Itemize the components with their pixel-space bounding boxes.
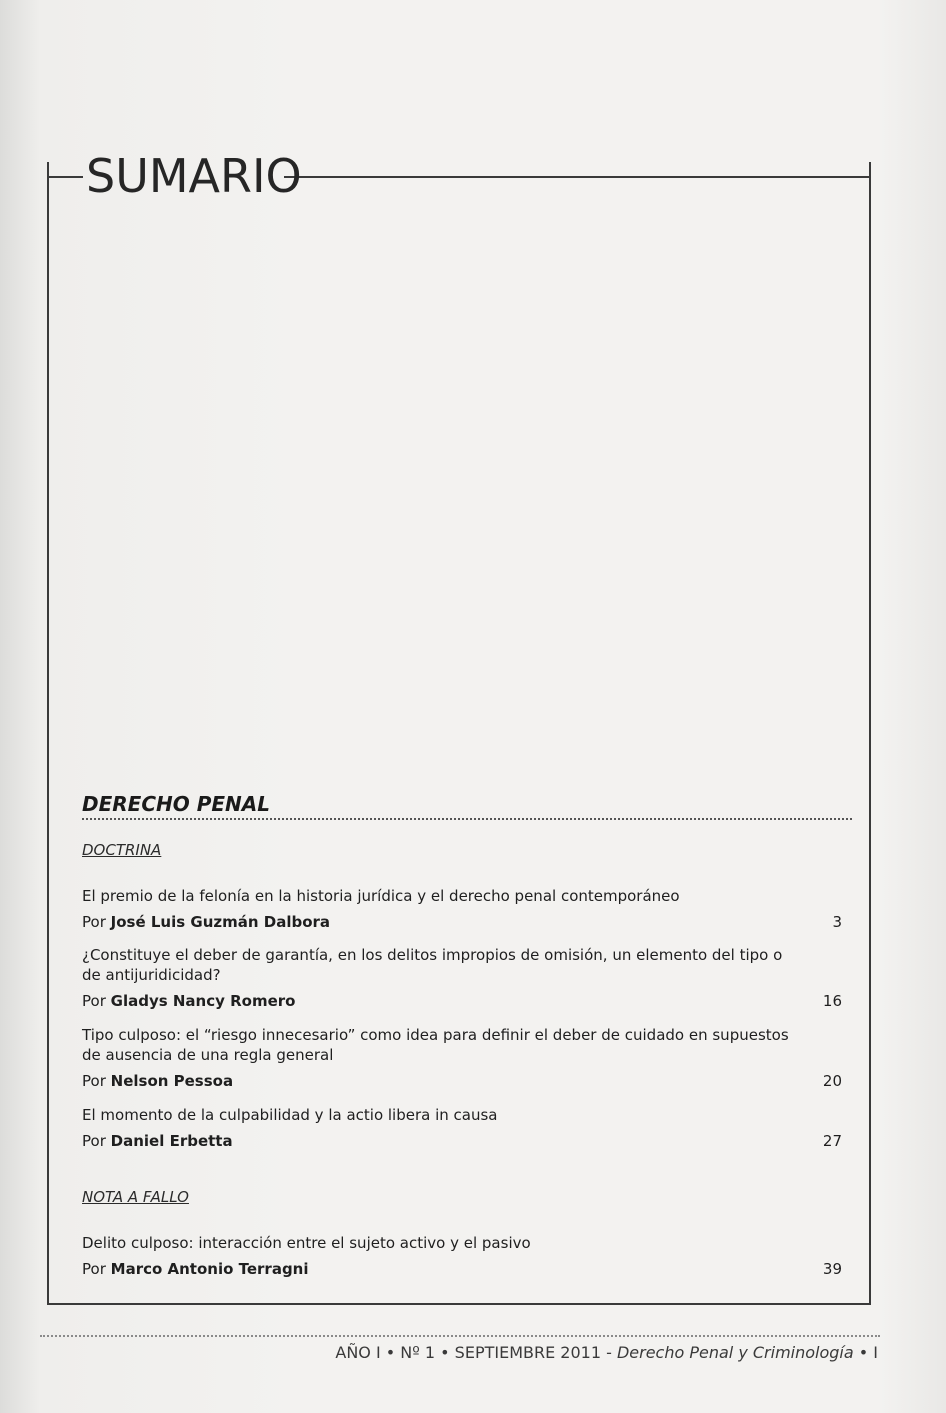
toc-entry[interactable] bbox=[82, 886, 842, 934]
entry-title: El premio de la felonía en la historia jurídica y el derecho penal contemporáneo bbox=[82, 887, 680, 905]
page-number: 16 bbox=[822, 992, 842, 1010]
footer-page: • I bbox=[853, 1343, 878, 1362]
entry-author-line bbox=[82, 991, 842, 1013]
page-number: 3 bbox=[832, 913, 842, 931]
author-name: Marco Antonio Terragni bbox=[110, 1260, 309, 1278]
section-divider bbox=[82, 818, 852, 820]
toc-entry[interactable] bbox=[82, 1233, 842, 1281]
entry-title: Delito culposo: interacción entre el sujeto activo y el pasivo bbox=[82, 1234, 531, 1252]
subheading-doctrina: DOCTRINA bbox=[82, 841, 162, 859]
toc-entry[interactable] bbox=[82, 1025, 842, 1093]
author-name: Gladys Nancy Romero bbox=[110, 992, 296, 1010]
entry-author-line bbox=[82, 1259, 842, 1281]
page-title: SUMARIO bbox=[86, 149, 302, 203]
toc-entry[interactable] bbox=[82, 1105, 842, 1153]
entry-author-line bbox=[82, 1131, 842, 1153]
section-heading: DERECHO PENAL bbox=[82, 792, 270, 816]
author-name: José Luis Guzmán Dalbora bbox=[110, 913, 331, 931]
entry-title: El momento de la culpabilidad y la actio libera in causa bbox=[82, 1106, 498, 1124]
page-number: 27 bbox=[822, 1132, 842, 1150]
toc-entry[interactable] bbox=[82, 945, 842, 1013]
footer-divider bbox=[40, 1335, 880, 1337]
entry-title: ¿Constituye el deber de garantía, en los delitos impropios de omisión, un elemento del tipo o de antijuridicidad? bbox=[82, 946, 783, 984]
frame-top-rule-right bbox=[284, 176, 871, 178]
page-number: 39 bbox=[822, 1260, 842, 1278]
author-prefix: Por bbox=[82, 1260, 106, 1278]
entry-author-line bbox=[82, 912, 842, 934]
author-prefix: Por bbox=[82, 913, 106, 931]
subheading-nota-a-fallo: NOTA A FALLO bbox=[82, 1188, 189, 1206]
footer-journal: Derecho Penal y Criminología bbox=[616, 1343, 854, 1362]
author-name: Nelson Pessoa bbox=[110, 1072, 234, 1090]
footer-issue: AÑO I • Nº 1 • SEPTIEMBRE 2011 - bbox=[335, 1343, 617, 1362]
page-number: 20 bbox=[822, 1072, 842, 1090]
author-name: Daniel Erbetta bbox=[110, 1132, 233, 1150]
author-prefix: Por bbox=[82, 1072, 106, 1090]
author-prefix: Por bbox=[82, 992, 106, 1010]
frame-top-rule-left bbox=[47, 176, 83, 178]
page-footer bbox=[300, 1342, 878, 1364]
entry-author-line bbox=[82, 1071, 842, 1093]
author-prefix: Por bbox=[82, 1132, 106, 1150]
entry-title: Tipo culposo: el “riesgo innecesario” como idea para definir el deber de cuidado en supuestos de ausencia de una regla general bbox=[82, 1026, 789, 1064]
